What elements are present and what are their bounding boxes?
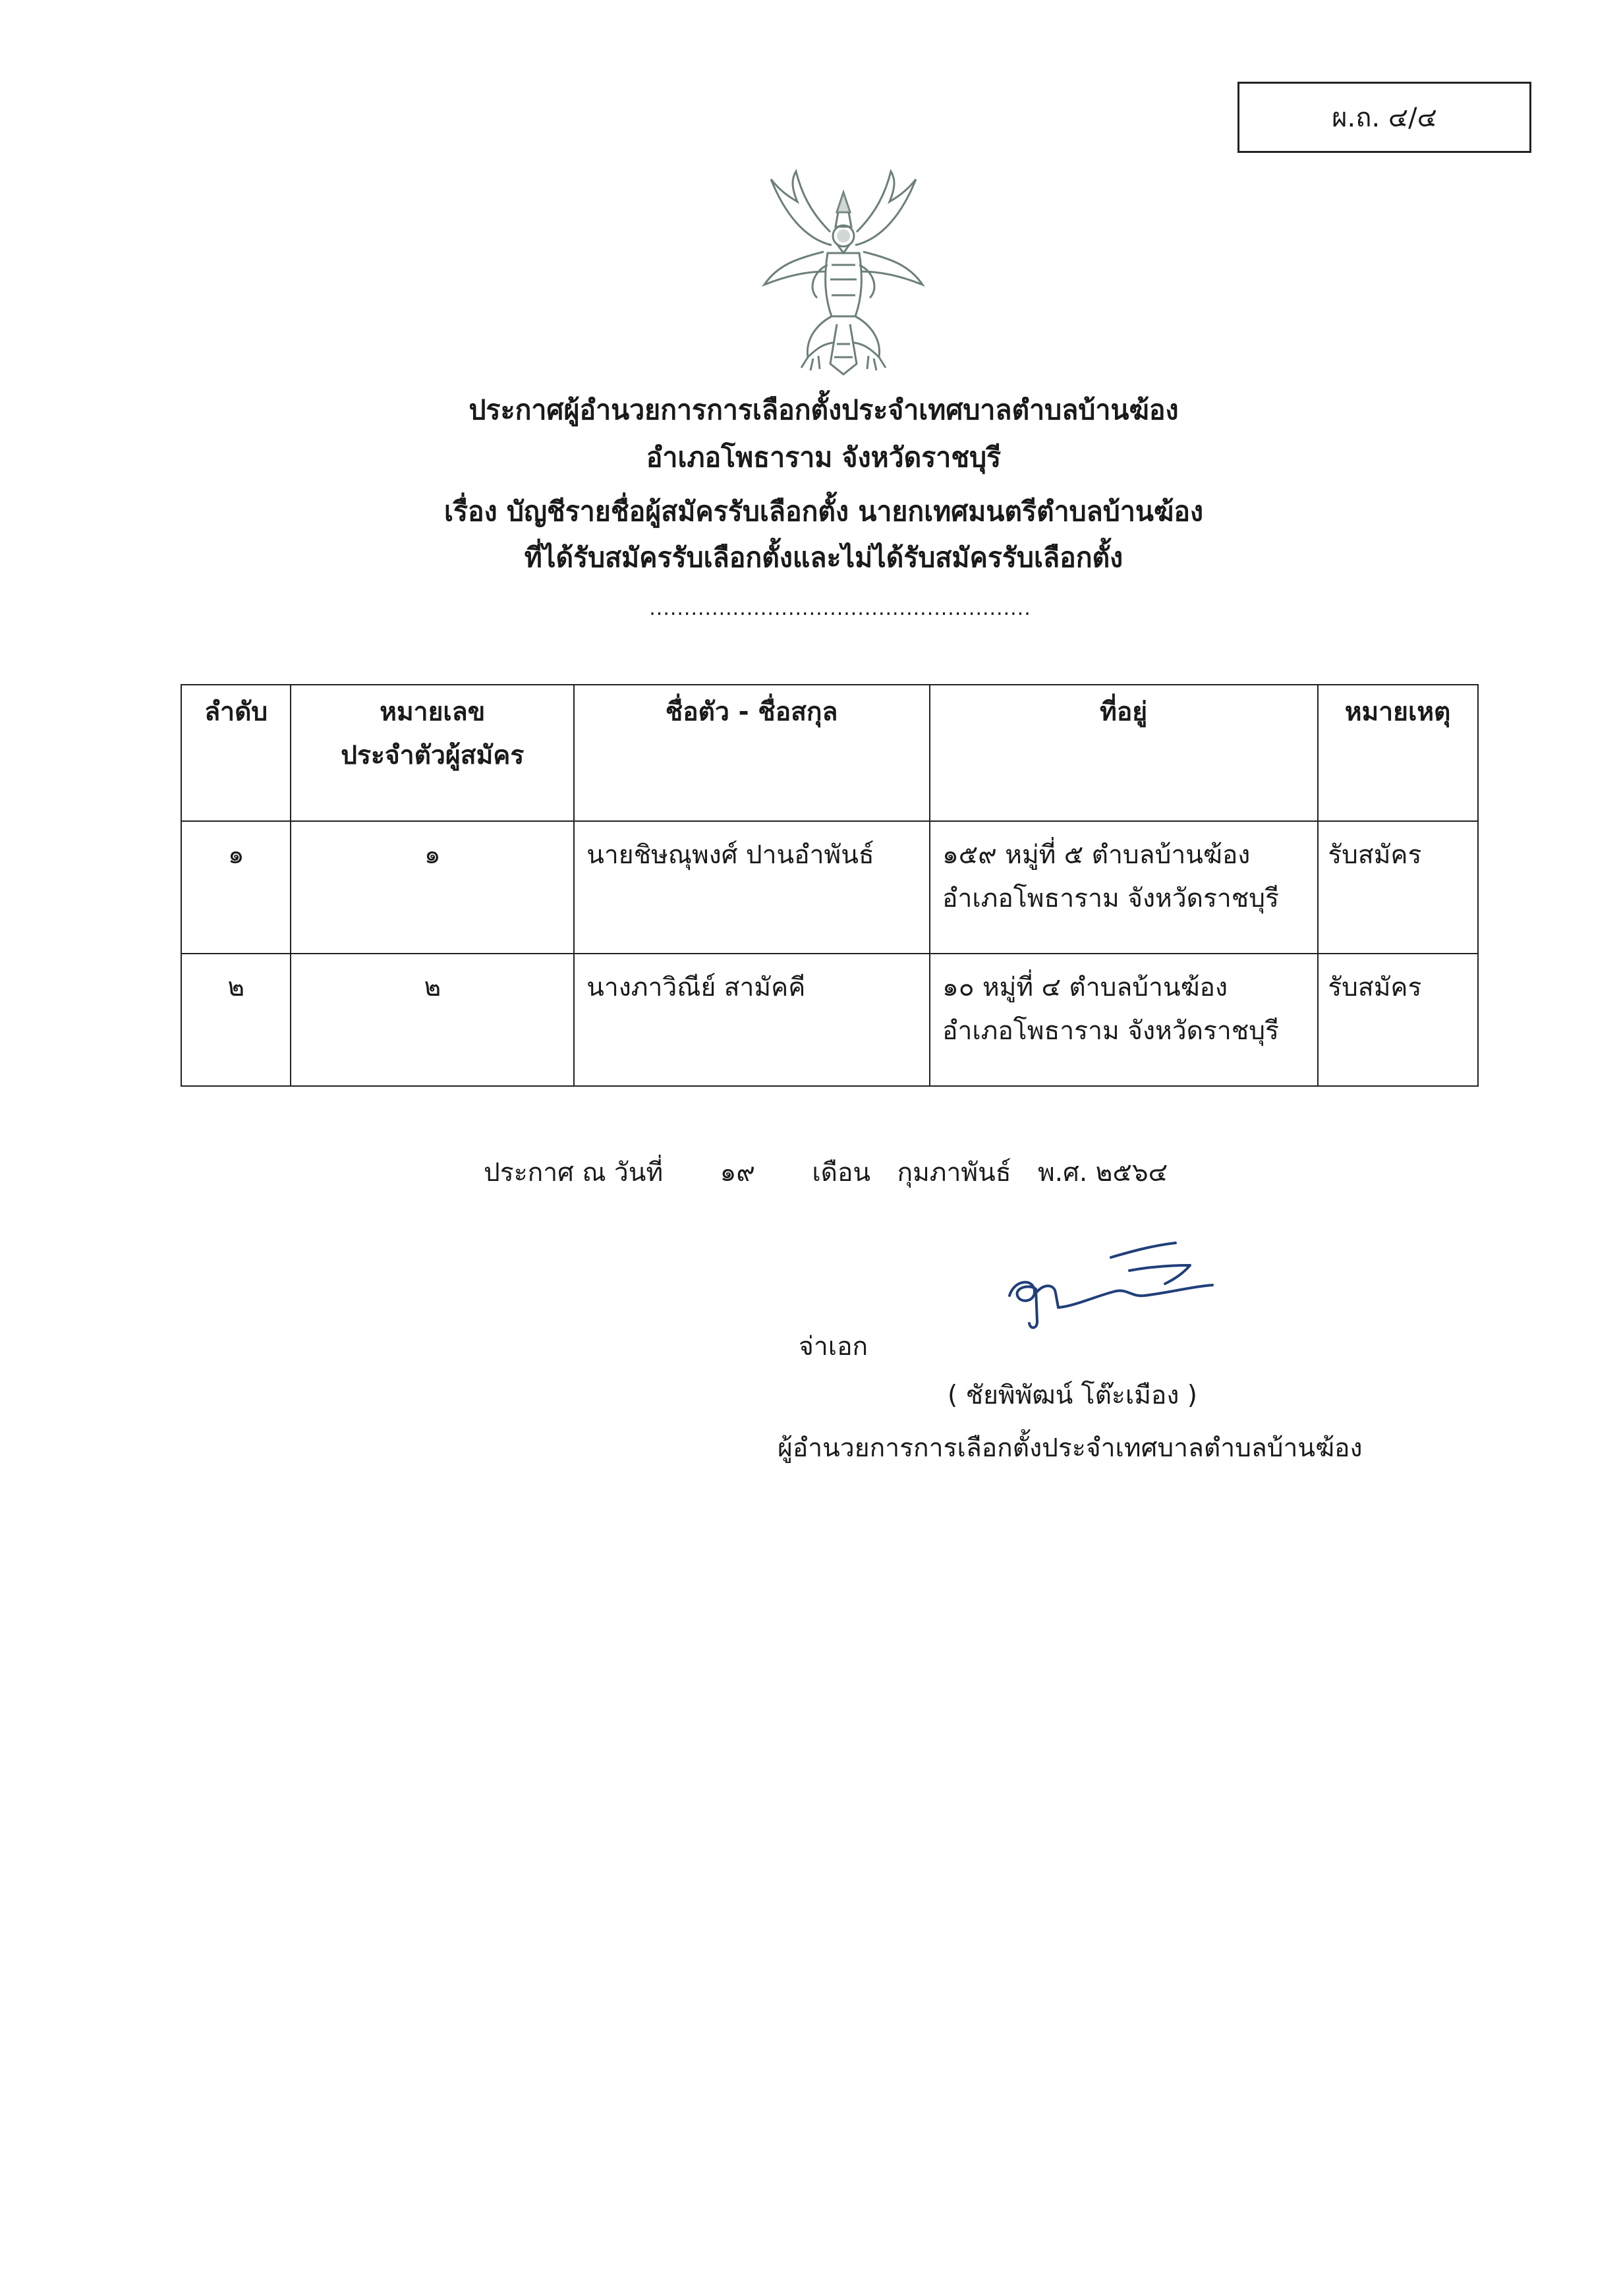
cell-candidate-number: ๑ <box>291 821 574 954</box>
cell-address <box>930 954 1318 1086</box>
header-order: ลำดับ <box>181 685 291 821</box>
signer-rank: จ่าเอก <box>799 1332 868 1362</box>
table-header-row <box>181 685 1478 821</box>
date-label: ประกาศ ณ วันที่ <box>484 1158 664 1188</box>
candidates-table <box>181 684 1479 1087</box>
dotted-separator: ....................................................... <box>649 597 1031 620</box>
cell-order: ๒ <box>181 954 291 1086</box>
cell-remark: รับสมัคร <box>1318 821 1478 954</box>
date-day: ๑๙ <box>720 1158 755 1188</box>
announcement-subject-line2: ที่ได้รับสมัครรับเลือกตั้งและไม่ได้รับสมัครรับเลือกตั้ง <box>524 542 1123 573</box>
garuda-emblem-icon <box>745 166 942 377</box>
cell-name: นางภาวิณีย์ สามัคคี <box>574 954 930 1086</box>
cell-address <box>930 821 1318 954</box>
table-row <box>181 821 1478 954</box>
signer-title: ผู้อำนวยการการเลือกตั้งประจำเทศบาลตำบลบ้านฆ้อง <box>778 1433 1363 1463</box>
address-line2: อำเภอโพธาราม จังหวัดราชบุรี <box>942 1016 1279 1046</box>
announcement-title-line2: อำเภอโพธาราม จังหวัดราชบุรี <box>646 442 1002 473</box>
announcement-subject-line1: เรื่อง บัญชีรายชื่อผู้สมัครรับเลือกตั้ง นายกเทศมนตรีตำบลบ้านฆ้อง <box>444 496 1203 527</box>
cell-order: ๑ <box>181 821 291 954</box>
announcement-title-line1: ประกาศผู้อำนวยการการเลือกตั้งประจำเทศบาลตำบลบ้านฆ้อง <box>469 394 1179 426</box>
header-number-line2: ประจำตัวผู้สมัคร <box>341 741 525 770</box>
cell-name: นายชิษณุพงศ์ ปานอำพันธ์ <box>574 821 930 954</box>
header-number-line1: หมายเลข <box>380 697 486 727</box>
signer-name: ( ชัยพิพัฒน์ โต๊ะเมือง ) <box>948 1381 1197 1410</box>
cell-remark: รับสมัคร <box>1318 954 1478 1086</box>
date-month-label: เดือน <box>812 1158 871 1188</box>
date-month: กุมภาพันธ์ <box>897 1158 1011 1188</box>
handwritten-signature <box>995 1223 1232 1342</box>
date-year: พ.ศ. ๒๕๖๔ <box>1037 1158 1168 1188</box>
form-code-text: ผ.ถ. ๔/๔ <box>1332 103 1437 133</box>
header-remark: หมายเหตุ <box>1318 685 1478 821</box>
header-address: ที่อยู่ <box>930 685 1318 821</box>
cell-candidate-number: ๒ <box>291 954 574 1086</box>
header-candidate-number <box>291 685 574 821</box>
header-name: ชื่อตัว - ชื่อสกุล <box>574 685 930 821</box>
table-row <box>181 954 1478 1086</box>
address-line1: ๑๕๙ หมู่ที่ ๕ ตำบลบ้านฆ้อง <box>942 840 1251 870</box>
form-code-box <box>1237 82 1531 153</box>
address-line1: ๑๐ หมู่ที่ ๔ ตำบลบ้านฆ้อง <box>942 973 1228 1002</box>
address-line2: อำเภอโพธาราม จังหวัดราชบุรี <box>942 884 1279 913</box>
announcement-date <box>484 1152 1168 1193</box>
